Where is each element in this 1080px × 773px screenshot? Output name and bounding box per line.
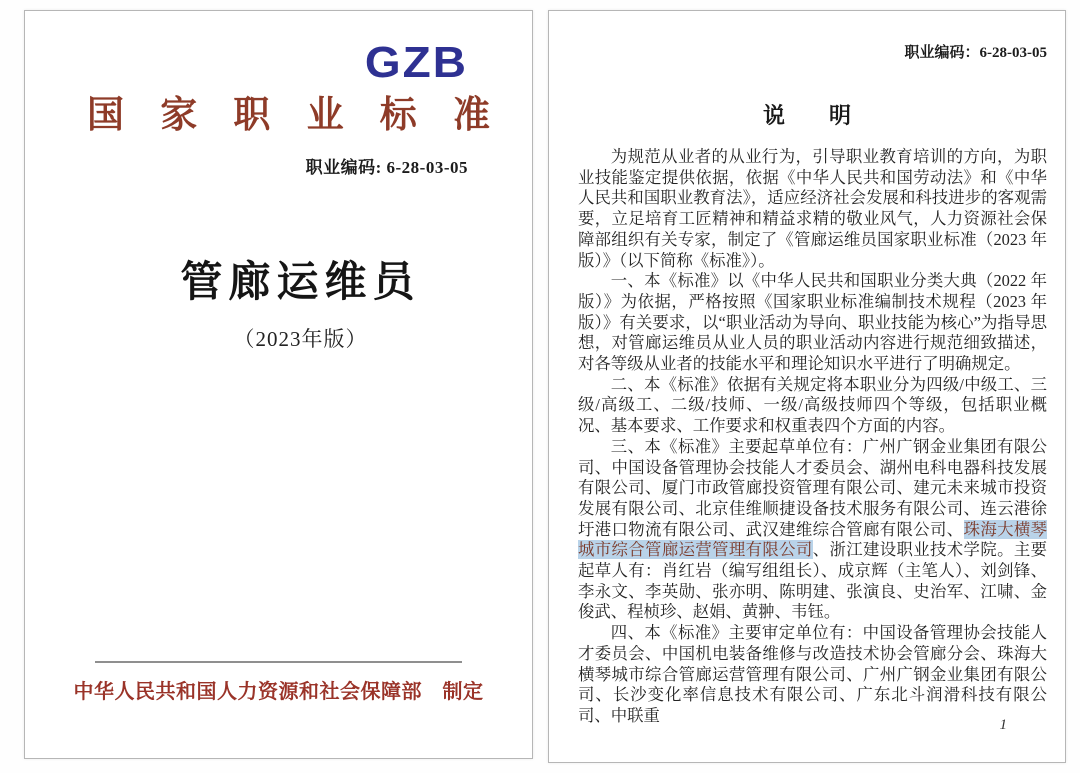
explanation-page: [548, 10, 1066, 763]
paragraph-item-2: 二、本《标准》依据有关规定将本职业分为四级/中级工、三级/高级工、二级/技师、一级/高级技师四个等级，包括职业概况、基本要求、工作要求和权重表四个方面的内容。: [578, 374, 1047, 436]
occupation-code-header: 职业编码：6-28-03-05: [904, 45, 1047, 61]
drafters-text-pre: 三、本《标准》主要起草单位有：广州广钢金业集团有限公司、中国设备管理协会技能人才委员会、湖州电科电器科技发展有限公司、厦门市政管廊投资管理有限公司、建元未来城市投资发展有限公司、北京佳维顺捷设备技术服务有限公司、连云港徐圩港口物流有限公司、武汉建维综合管廊有限公司、: [578, 436, 1047, 539]
drafters-text-post: 、浙江建设职业技术学院。主要起草人有：肖红岩（编写组组长）、成京辉（主笔人）、刘剑锋、李永文、李英勋、张亦明、陈明建、张演良、史治军、江啸、金俊武、程桢珍、赵娟、黄翀、韦钰。: [578, 540, 1048, 622]
occupation-code-cover: 职业编码: 6-28-03-05: [305, 158, 468, 177]
paragraph-item-1: 一、本《标准》以《中华人民共和国职业分类大典（2022 年版）》为依据，严格按照《国家职业标准编制技术规程（2023 年版）》有关要求，以“职业活动为导向、职业技能为核心”为指导思想，对管廊运维员从业人员的职业活动内容进行规范细致描述，对各等级从业者的技能水平和理论知识水平进行了明确规定。: [578, 271, 1047, 374]
body-text: [578, 147, 1047, 727]
footer-divider: [95, 661, 462, 663]
edition-label: （2023年版）: [233, 327, 368, 351]
paragraph-item-4: 四、本《标准》主要审定单位有：中国设备管理协会技能人才委员会、中国机电装备维修与改造技术协会管廊分会、珠海大横琴城市综合管廊运营管理有限公司、广州广钢金业集团有限公司、长沙变化率信息技术有限公司、广东北斗润滑科技有限公司、中联重: [578, 623, 1047, 725]
paragraph-item-3: [578, 437, 1047, 623]
issuer-label: 中华人民共和国人力资源和社会保障部 制定: [73, 681, 484, 703]
national-standard-heading: 国家职业标准: [87, 95, 490, 136]
paragraph-intro: 为规范从业者的从业行为，引导职业教育培训的方向，为职业技能鉴定提供依据，依据《中华人民共和国劳动法》和《中华人民共和国职业教育法》，适应经济社会发展和科技进步的客观需要，立足培育工匠精神和精益求精的敬业风气，人力资源社会保障部组织有关专家，制定了《管廊运维员国家职业标准（2023 年版）》（以下简称《标准》）。: [578, 147, 1047, 270]
page-number: 1: [999, 717, 1007, 733]
highlighted-company-text: 珠海大横琴城市综合管廊运营管理有限公司: [578, 519, 1048, 560]
gzb-logo: GZB: [364, 37, 468, 87]
occupation-title: 管廊运维员: [180, 260, 421, 306]
cover-page: [24, 10, 533, 759]
section-title: 说 明: [762, 103, 851, 128]
